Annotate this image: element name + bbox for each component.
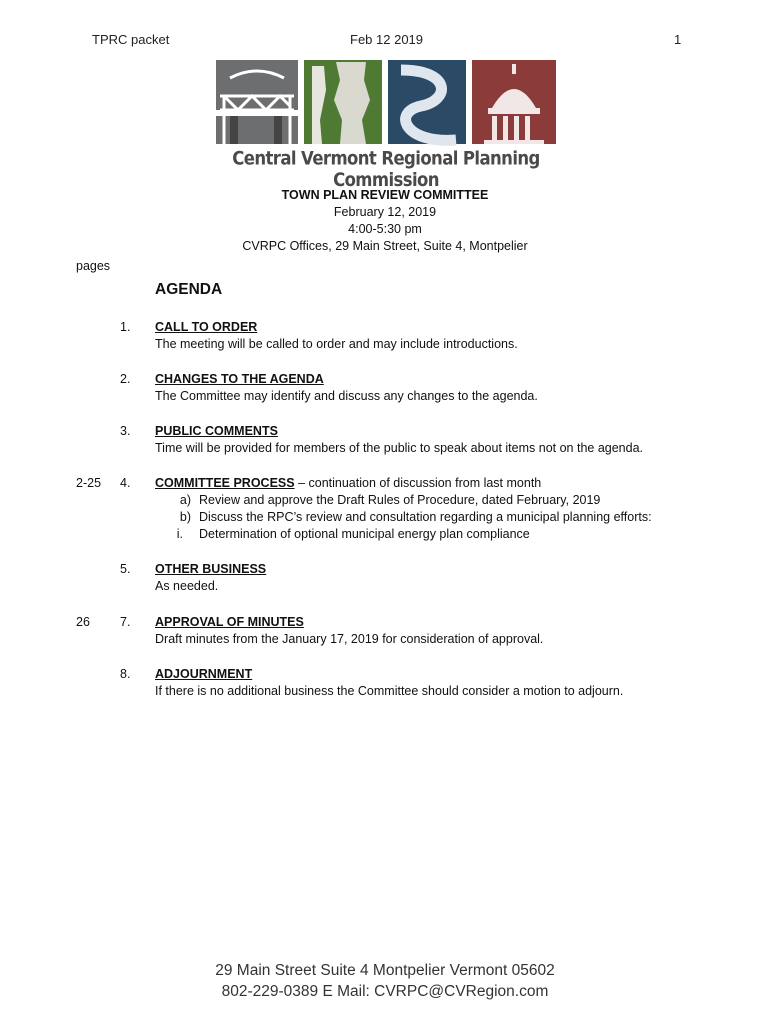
- item-title: ADJOURNMENT: [155, 667, 253, 681]
- pages-column-label: pages: [76, 259, 111, 273]
- item-number: 4.: [120, 476, 131, 490]
- logo-wordmark: Central Vermont Regional Planning Commission: [232, 147, 540, 191]
- item-number: 3.: [120, 424, 131, 438]
- sub-item: [155, 509, 715, 526]
- meeting-info: [150, 187, 620, 255]
- item-page-ref: 26: [76, 615, 90, 629]
- item-title-suffix: – continuation of discussion from last month: [294, 476, 542, 490]
- item-number: 7.: [120, 615, 131, 629]
- sub-item-text: Determination of optional municipal energy plan compliance: [199, 527, 530, 541]
- sub-item: [155, 492, 715, 509]
- item-description: Time will be provided for members of the public to speak about items not on the agenda.: [155, 441, 644, 455]
- sub-item: [155, 526, 715, 543]
- item-title: APPROVAL OF MINUTES: [155, 615, 304, 629]
- item-page-ref: 2-25: [76, 476, 102, 490]
- sub-item-text: Discuss the RPC’s review and consultation regarding a municipal planning efforts:: [199, 510, 652, 524]
- item-number: 8.: [120, 667, 131, 681]
- header-page-number: 1: [674, 32, 682, 47]
- item-number: 2.: [120, 372, 131, 386]
- footer-contact: 802-229-0389 E Mail: CVRPC@CVRegion.com: [221, 983, 549, 1000]
- footer-address: 29 Main Street Suite 4 Montpelier Vermont 05602: [215, 962, 555, 979]
- item-title: PUBLIC COMMENTS: [155, 424, 278, 438]
- item-title: OTHER BUSINESS: [155, 562, 267, 576]
- item-number: 1.: [120, 320, 131, 334]
- item-description: The meeting will be called to order and may include introductions.: [155, 337, 518, 351]
- item-description: If there is no additional business the Committee should consider a motion to adjourn.: [155, 684, 624, 698]
- committee-name: TOWN PLAN REVIEW COMMITTEE: [281, 188, 489, 202]
- meeting-time: 4:00-5:30 pm: [348, 222, 422, 236]
- item-number: 5.: [120, 562, 131, 576]
- item-description: The Committee may identify and discuss any changes to the agenda.: [155, 389, 538, 403]
- header-center: Feb 12 2019: [350, 32, 424, 47]
- sub-item-text: Review and approve the Draft Rules of Procedure, dated February, 2019: [199, 493, 601, 507]
- agenda-title: AGENDA: [155, 281, 223, 298]
- header-left: TPRC packet: [92, 32, 170, 47]
- sub-item-marker: a): [179, 493, 191, 507]
- meeting-location: CVRPC Offices, 29 Main Street, Suite 4, Montpelier: [242, 239, 528, 253]
- item-title: CHANGES TO THE AGENDA: [155, 372, 324, 386]
- item-title: COMMITTEE PROCESS: [155, 476, 295, 490]
- sub-item-marker: b): [179, 510, 191, 524]
- sub-item-marker: i.: [176, 527, 183, 541]
- item-description: Draft minutes from the January 17, 2019 for consideration of approval.: [155, 632, 544, 646]
- meeting-date: February 12, 2019: [333, 205, 437, 219]
- item-description: As needed.: [155, 579, 219, 593]
- item-title: CALL TO ORDER: [155, 320, 258, 334]
